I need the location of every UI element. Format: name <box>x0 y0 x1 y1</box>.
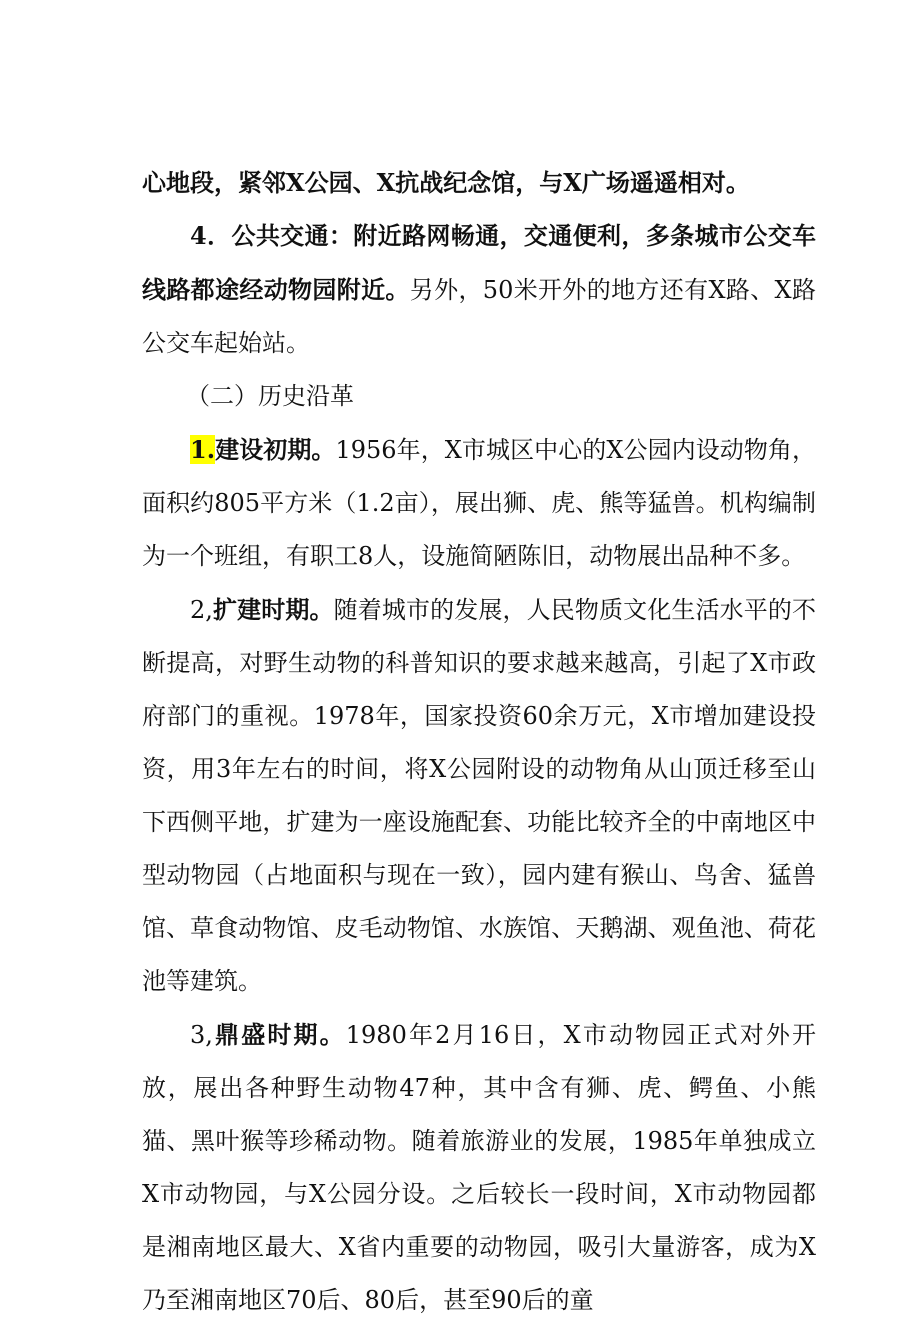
paragraph-public-transport <box>142 209 816 370</box>
paragraph-lead: 4．公共交通：附近路网畅通，交通便利，多条城市公交车线路都途经动物园附近。 <box>142 221 816 304</box>
heading-text: （二）历史沿革 <box>186 382 354 410</box>
item-number-highlighted: 1. <box>190 435 216 464</box>
paragraph-text: 心地段，紧邻X公园、X抗战纪念馆，与X广场遥遥相对。 <box>142 168 750 197</box>
paragraph-expansion-period <box>142 583 816 1008</box>
paragraph-early-period <box>142 423 816 583</box>
paragraph-text: 随着城市的发展，人民物质文化生活水平的不断提高，对野生动物的科普知识的要求越来越高，引起了X市政府部门的重视。1978年，国家投资60余万元，X市增加建设投资，用3年左右的时间，将X公园附设的动物角从山顶迁移至山下西侧平地，扩建为一座设施配套、功能比较齐全的中南地区中型动物园（占地面积与现在一致），园内建有猴山、鸟舍、猛兽馆、草食动物馆、皮毛动物馆、水族馆、天鹅湖、观鱼池、荷花池等建筑。 <box>142 596 817 995</box>
document-body <box>142 156 816 1327</box>
section-heading-history <box>142 370 816 423</box>
item-number: 3, <box>190 1021 213 1049</box>
paragraph-location-end <box>142 156 816 209</box>
paragraph-lead: 建设初期。 <box>215 435 336 464</box>
paragraph-text: 1980年2月16日，X市动物园正式对外开放，展出各种野生动物47种，其中含有狮、虎、鳄鱼、小熊猫、黑叶猴等珍稀动物。随着旅游业的发展，1985年单独成立X市动物园，与X公园分设。之后较长一段时间，X市动物园都是湘南地区最大、X省内重要的动物园，吸引大量游客，成为X乃至湘南地区70后、80后，甚至90后的童 <box>142 1021 816 1314</box>
paragraph-peak-period <box>142 1008 816 1327</box>
paragraph-text: 1956年，X市城区中心的X公园内设动物角，面积约805平方米（1.2亩），展出狮、虎、熊等猛兽。机构编制为一个班组，有职工8人，设施简陋陈旧，动物展出品种不多。 <box>142 436 816 570</box>
paragraph-text: 另外，50米开外的地方还有X路、X路公交车起始站。 <box>142 276 816 357</box>
paragraph-lead: 扩建时期。 <box>212 595 334 624</box>
item-number: 2, <box>190 596 213 624</box>
paragraph-lead: 鼎盛时期。 <box>212 1020 346 1049</box>
